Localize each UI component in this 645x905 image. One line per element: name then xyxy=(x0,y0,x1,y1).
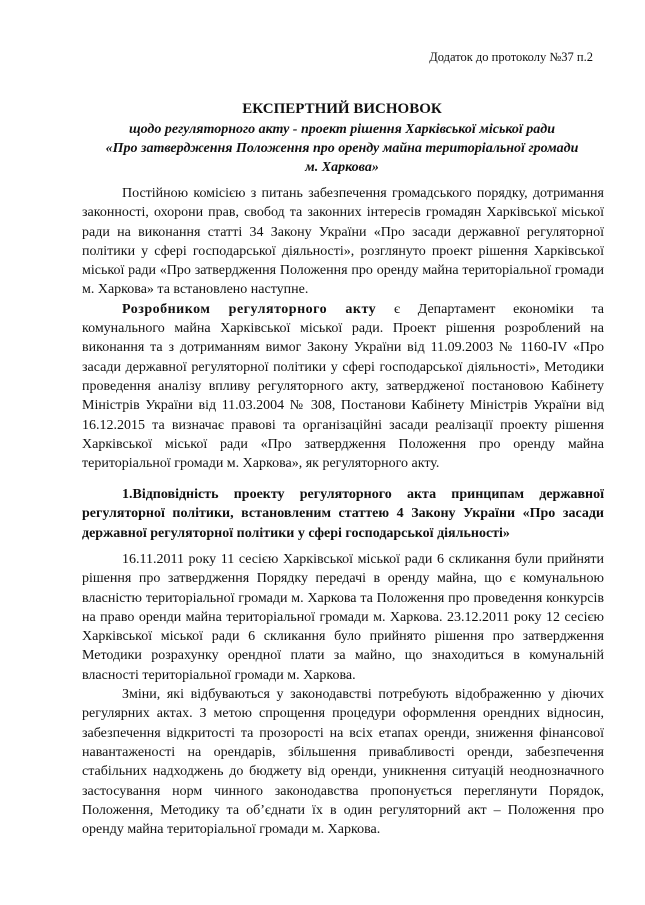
subtitle-line: м. Харкова» xyxy=(305,160,379,175)
section-1-heading: 1.Відповідність проекту регуляторного акта принципам державної регуляторної політики, встановленим статтею 4 Закону України «Про засади державної регуляторної політики у сфері господарської діяльності» xyxy=(82,487,604,541)
section-1-body xyxy=(82,550,604,839)
developer-paragraph xyxy=(82,300,604,474)
header-note: Додаток до протоколу №37 п.2 xyxy=(429,50,593,64)
section-1-paragraph: Зміни, які відбуваються у законодавстві потребують відображенню у діючих регулярних актах. З метою спрощення процедури оформлення орендних відносин, забезпечення відкритості та прозорості на всіх етапах оренди, зниження фінансової навантаженості на орендарів, збільшення привабливості оренди, забезпечення стабільних надходжень до бюджету від оренди, уникнення ситуацій неоднозначного застосування норм чинного законодавства пропонується переглянути Порядок, Положення, Методику та об’єднати їх в один регуляторний акт – Положення про оренду майна територіальної громади м. Харкова. xyxy=(82,687,604,838)
document-subtitle xyxy=(82,120,602,177)
developer-text: є Департамент економіки та комунального майна Харківської міської ради. Проект рішення розроблений на виконання та з дотриманням вимог Закону України від 11.09.2003 № 1160-IV «Про засади державної регуляторної політики у сфері господарської діяльності», Методики проведення аналізу впливу регуляторного акту, затвердженої постановою Кабінету Міністрів України від 11.03.2004 № 308, Постанови Кабінету Міністрів України від 16.12.2015 та визначає правові та організаційні засади реалізації проекту рішення Харківської міської ради «Про затвердження Положення про оренду майна територіальної громади м. Харкова», як регуляторного акту. xyxy=(82,301,604,472)
subtitle-line: «Про затвердження Положення про оренду майна територіальної громади xyxy=(105,141,579,156)
intro-paragraph: Постійною комісією з питань забезпечення громадського порядку, дотримання законності, охорони прав, свобод та законних інтересів громадян Харківської міської ради на виконання статті 34 Закону України «Про засади державної регуляторної політики у сфері господарської діяльності», розглянуто проект рішення Харківської міської ради «Про затвердження Положення про оренду майна територіальної громади м. Харкова» та встановлено наступне. xyxy=(82,186,604,298)
developer-lead: Розробником регуляторного акту xyxy=(122,301,377,317)
intro-section xyxy=(82,184,604,473)
section-1-paragraph: 16.11.2011 року 11 сесією Харківської міської ради 6 скликання були прийняти рішення про затвердження Порядку передачі в оренду майна, що є комунальною власністю територіальної громади м. Харкова та Положення про проведення конкурсів на право оренди майна територіальної громади м. Харкова. 23.12.2011 року 12 сесією Харківської міської ради 6 скликання було прийнято рішення про затвердження Методики розрахунку орендної плати за майно, що знаходиться в комунальній власності територіальної громади м. Харкова. xyxy=(82,552,604,683)
document-title: ЕКСПЕРТНИЙ ВИСНОВОК xyxy=(242,101,442,117)
subtitle-line: щодо регуляторного акту - проект рішення Харківської міської ради xyxy=(128,122,556,137)
